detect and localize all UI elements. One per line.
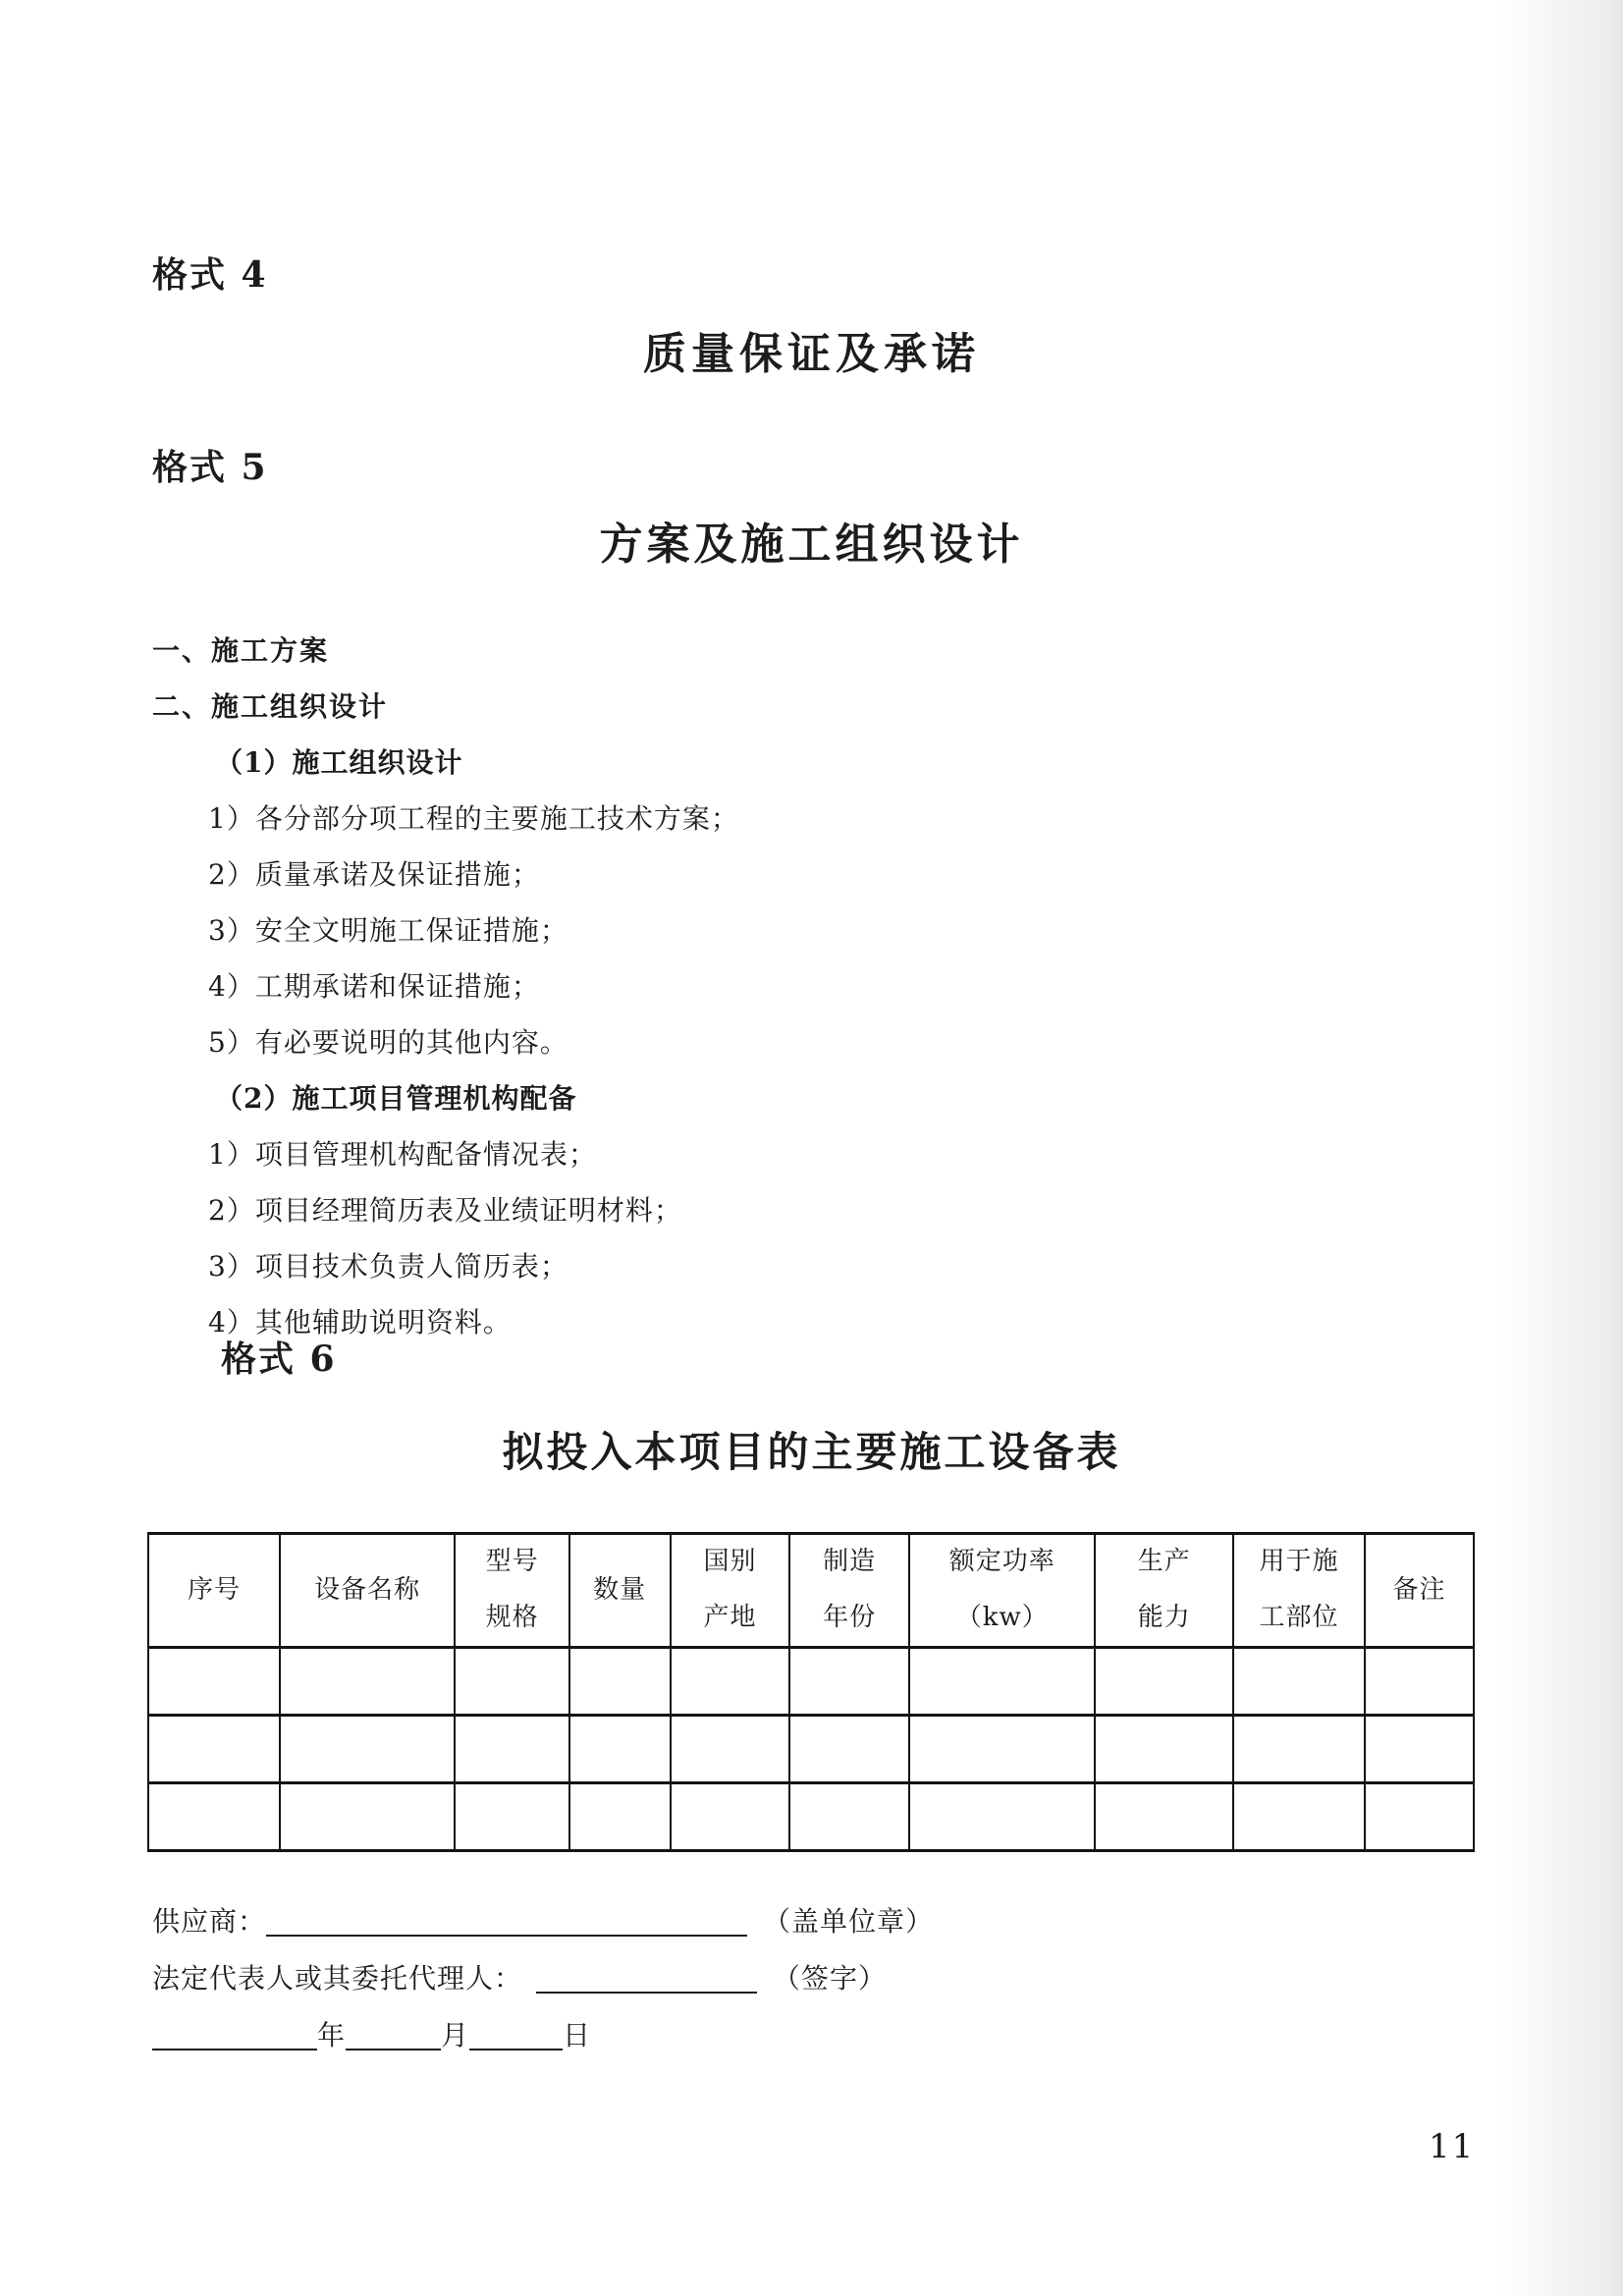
equipment-table-body bbox=[148, 1648, 1474, 1851]
equipment-table-cell bbox=[455, 1716, 568, 1783]
equipment-table-cell bbox=[148, 1716, 280, 1783]
equipment-table-header-cell: 数量 bbox=[569, 1534, 671, 1648]
equipment-table-cell bbox=[1233, 1783, 1365, 1851]
outline-item: 4）工期承诺和保证措施； bbox=[208, 970, 540, 1003]
equipment-table-row bbox=[148, 1783, 1474, 1851]
equipment-table-header-cell: 设备名称 bbox=[280, 1534, 456, 1648]
equipment-table-row bbox=[148, 1648, 1474, 1716]
month-blank-line bbox=[346, 2017, 441, 2050]
year-label: 年 bbox=[317, 2019, 347, 2051]
day-label: 日 bbox=[563, 2019, 592, 2051]
supplier-line bbox=[152, 1893, 934, 1950]
equipment-table-cell bbox=[1365, 1648, 1474, 1716]
equipment-table-cell bbox=[1095, 1648, 1233, 1716]
supplier-label: 供应商： bbox=[152, 1905, 267, 1938]
format5-heading: 格式 5 bbox=[152, 447, 268, 488]
equipment-table-cell bbox=[569, 1716, 671, 1783]
equipment-table-cell bbox=[909, 1716, 1095, 1783]
month-label: 月 bbox=[441, 2019, 470, 2051]
equipment-table-title: 拟投入本项目的主要施工设备表 bbox=[502, 1428, 1121, 1476]
equipment-table-cell bbox=[148, 1648, 280, 1716]
outline-item: 3）安全文明施工保证措施； bbox=[208, 914, 568, 947]
equipment-table-cell bbox=[671, 1716, 790, 1783]
equipment-table-cell bbox=[671, 1648, 790, 1716]
outline-item: 2）项目经理简历表及业绩证明材料； bbox=[208, 1194, 682, 1227]
outline-item: 3）项目技术负责人简历表； bbox=[208, 1250, 568, 1283]
signature-block bbox=[152, 1893, 934, 2064]
equipment-table-cell bbox=[1095, 1783, 1233, 1851]
supplier-blank-line bbox=[266, 1903, 747, 1937]
page-number: 11 bbox=[1429, 2127, 1476, 2166]
outline-item: 5）有必要说明的其他内容。 bbox=[208, 1026, 568, 1059]
equipment-table-cell bbox=[789, 1648, 909, 1716]
format4-heading: 格式 4 bbox=[152, 254, 268, 296]
quality-assurance-title: 质量保证及承诺 bbox=[643, 329, 980, 379]
equipment-table-header-cell: 用于施 工部位 bbox=[1233, 1534, 1365, 1648]
equipment-table-cell bbox=[671, 1783, 790, 1851]
seal-note: （盖单位章） bbox=[763, 1905, 935, 1938]
equipment-table bbox=[147, 1532, 1475, 1852]
equipment-table-cell bbox=[455, 1648, 568, 1716]
construction-plan-title: 方案及施工组织设计 bbox=[599, 519, 1024, 570]
legal-rep-line bbox=[152, 1950, 934, 2007]
equipment-table-header-cell: 序号 bbox=[148, 1534, 280, 1648]
equipment-table-cell bbox=[455, 1783, 568, 1851]
outline-item: 二、施工组织设计 bbox=[152, 690, 389, 723]
equipment-table-header-cell: 国别 产地 bbox=[671, 1534, 790, 1648]
day-blank-line bbox=[469, 2017, 563, 2050]
equipment-table-row bbox=[148, 1716, 1474, 1783]
sign-note: （签字） bbox=[773, 1962, 888, 1995]
legal-rep-label: 法定代表人或其委托代理人： bbox=[152, 1962, 523, 1995]
equipment-table-cell bbox=[909, 1783, 1095, 1851]
equipment-table-cell bbox=[280, 1648, 456, 1716]
equipment-table-header-cell: 额定功率 （kw） bbox=[909, 1534, 1095, 1648]
outline-item: 1）项目管理机构配备情况表； bbox=[208, 1138, 597, 1171]
format6-heading: 格式 6 bbox=[221, 1339, 337, 1380]
equipment-table-cell bbox=[569, 1783, 671, 1851]
equipment-table-cell bbox=[1365, 1783, 1474, 1851]
outline-item: 1）各分部分项工程的主要施工技术方案； bbox=[208, 802, 739, 835]
equipment-table-cell bbox=[1233, 1716, 1365, 1783]
outline-item: 4）其他辅助说明资料。 bbox=[208, 1306, 512, 1339]
equipment-table-header-cell: 备注 bbox=[1365, 1534, 1474, 1648]
equipment-table-header-row bbox=[148, 1534, 1474, 1648]
equipment-table-header-cell: 制造 年份 bbox=[789, 1534, 909, 1648]
equipment-table-cell bbox=[148, 1783, 280, 1851]
equipment-table-cell bbox=[569, 1648, 671, 1716]
equipment-table-cell bbox=[1233, 1648, 1365, 1716]
equipment-table-cell bbox=[789, 1783, 909, 1851]
outline-item: （2）施工项目管理机构配备 bbox=[215, 1082, 577, 1115]
legal-rep-blank-line bbox=[536, 1960, 757, 1994]
equipment-table-header-cell: 生产 能力 bbox=[1095, 1534, 1233, 1648]
equipment-table-cell bbox=[1095, 1716, 1233, 1783]
outline-list bbox=[152, 623, 739, 1350]
date-line bbox=[152, 2007, 934, 2064]
equipment-table-cell bbox=[280, 1783, 456, 1851]
equipment-table-cell bbox=[789, 1716, 909, 1783]
outline-item: （1）施工组织设计 bbox=[215, 746, 463, 779]
year-blank-line bbox=[152, 2017, 317, 2050]
equipment-table-cell bbox=[280, 1716, 456, 1783]
outline-item: 2）质量承诺及保证措施； bbox=[208, 858, 540, 891]
equipment-table-header-cell: 型号 规格 bbox=[455, 1534, 568, 1648]
equipment-table-cell bbox=[1365, 1716, 1474, 1783]
outline-item: 一、施工方案 bbox=[152, 634, 330, 667]
equipment-table-cell bbox=[909, 1648, 1095, 1716]
